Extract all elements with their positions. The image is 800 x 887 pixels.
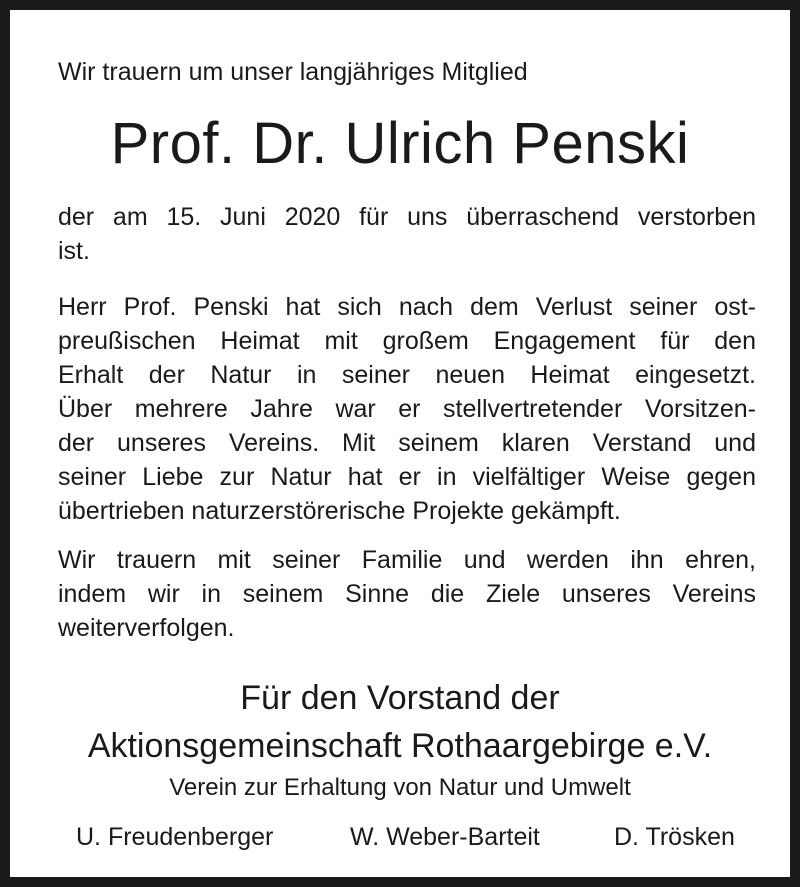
tribute-paragraph	[58, 290, 756, 528]
death-line: der am 15. Juni 2020 für uns überraschend verstorben	[58, 203, 756, 231]
organization-subtitle: Verein zur Erhaltung von Natur und Umwelt	[169, 774, 631, 801]
closing-line: indem wir in seinem Sinne die Ziele unseres Vereins	[58, 580, 756, 608]
tribute-line: Über mehrere Jahre war er stellvertretender Vorsitzen-	[58, 395, 756, 423]
death-paragraph	[58, 200, 756, 268]
intro-text: Wir trauern um unser langjähriges Mitglied	[58, 58, 528, 86]
signer-name: U. Freudenberger	[76, 823, 274, 851]
tribute-line: seiner Liebe zur Natur hat er in vielfältiger Weise gegen	[58, 463, 756, 491]
death-line: ist.	[58, 237, 90, 265]
closing-line: weiterverfolgen.	[58, 614, 235, 642]
tribute-line: der unseres Vereins. Mit seinem klaren Verstand und	[58, 429, 756, 457]
tribute-line: Herr Prof. Penski hat sich nach dem Verlust seiner ost-	[58, 293, 756, 321]
tribute-line: preußischen Heimat mit großem Engagement für den	[58, 327, 756, 355]
signer-name: W. Weber-Barteit	[350, 823, 540, 851]
tribute-line: Erhalt der Natur in seiner neuen Heimat eingesetzt.	[58, 361, 756, 389]
deceased-name: Prof. Dr. Ulrich Penski	[110, 111, 690, 176]
signer-name: D. Trösken	[614, 823, 735, 851]
organization-name: Aktionsgemeinschaft Rothaargebirge e.V.	[87, 727, 713, 765]
signature-line-1: Für den Vorstand der	[240, 679, 560, 717]
closing-line: Wir trauern mit seiner Familie und werden ihn ehren,	[58, 546, 756, 574]
closing-paragraph	[58, 543, 756, 645]
tribute-line: übertrieben naturzerstörerische Projekte gekämpft.	[58, 497, 621, 525]
